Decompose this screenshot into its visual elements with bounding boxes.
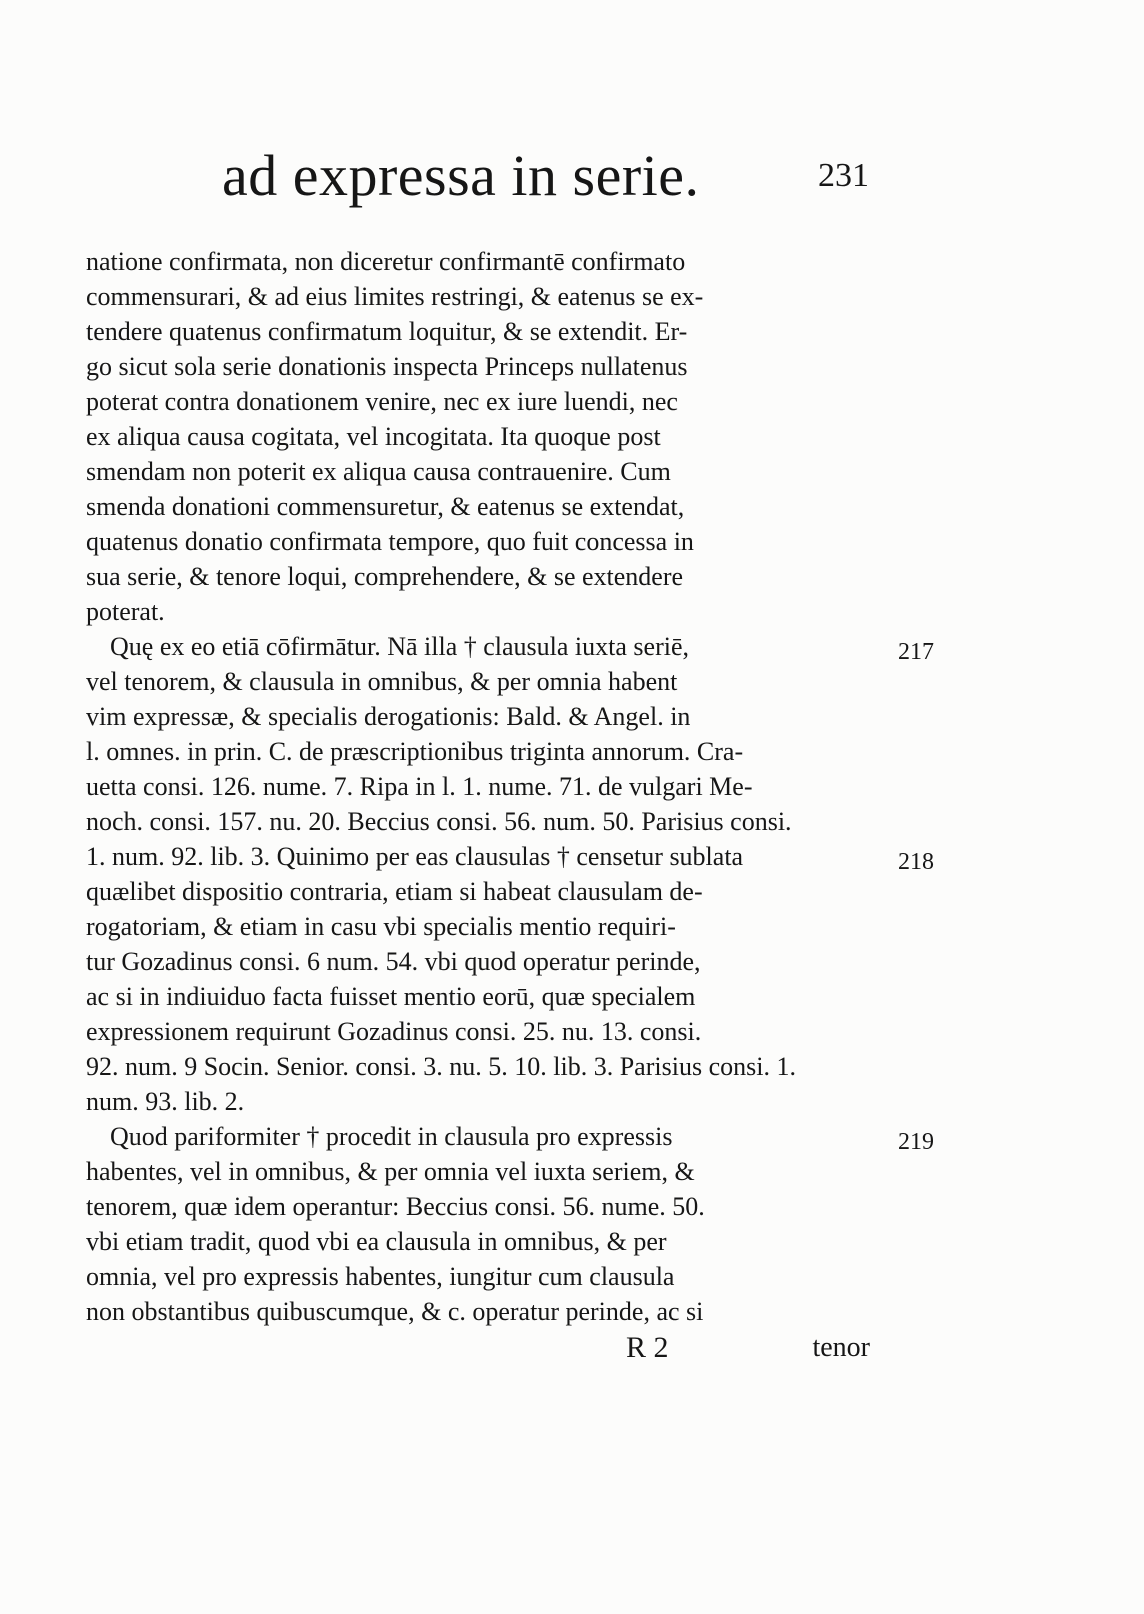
text-line: quælibet dispositio contraria, etiam si habeat clausulam de-: [86, 877, 703, 906]
text-line: vbi etiam tradit, quod vbi ea clausula in omnibus, & per: [86, 1227, 667, 1256]
text-line: vel tenorem, & clausula in omnibus, & per omnia habent: [86, 667, 678, 696]
running-head: ad expressa in serie.: [222, 143, 700, 208]
signature-mark: R 2: [626, 1331, 669, 1364]
text-line: 92. num. 9 Socin. Senior. consi. 3. nu. 5. 10. lib. 3. Parisius consi. 1.: [86, 1052, 796, 1081]
text-line: expressionem requirunt Gozadinus consi. 25. nu. 13. consi.: [86, 1017, 702, 1046]
marginal-number: 219: [898, 1129, 934, 1155]
paragraph-start-line: Quę ex eo etiā cōfirmātur. Nā illa † clausula iuxta seriē,: [110, 632, 689, 661]
text-line: tur Gozadinus consi. 6 num. 54. vbi quod operatur perinde,: [86, 947, 701, 976]
text-line: sua serie, & tenore loqui, comprehendere, & se extendere: [86, 562, 684, 591]
paragraph-start-line: Quod pariformiter † procedit in clausula pro expressis: [110, 1122, 673, 1151]
text-line: smenda donationi commensuretur, & eatenus se extendat,: [86, 492, 685, 521]
text-line: uetta consi. 126. nume. 7. Ripa in l. 1. nume. 71. de vulgari Me-: [86, 772, 753, 801]
text-line: ac si in indiuiduo facta fuisset mentio eorū, quæ specialem: [86, 982, 696, 1011]
text-line: commensurari, & ad eius limites restringi, & eatenus se ex-: [86, 282, 704, 311]
text-line: go sicut sola serie donationis inspecta Princeps nullatenus: [86, 352, 688, 381]
page-header: [0, 140, 1144, 220]
marginal-number: 217: [898, 639, 934, 665]
page-number: 231: [818, 157, 869, 194]
text-line: poterat.: [86, 597, 165, 626]
text-line: non obstantibus quibuscumque, & c. operatur perinde, ac si: [86, 1297, 704, 1326]
text-line: num. 93. lib. 2.: [86, 1087, 245, 1116]
text-line: noch. consi. 157. nu. 20. Beccius consi. 56. num. 50. Parisius consi.: [86, 807, 792, 836]
marginal-number: 218: [898, 849, 934, 875]
text-line: l. omnes. in prin. C. de præscriptionibus triginta annorum. Cra-: [86, 737, 744, 766]
text-line: omnia, vel pro expressis habentes, iungitur cum clausula: [86, 1262, 675, 1291]
text-line: rogatoriam, & etiam in casu vbi specialis mentio requiri-: [86, 912, 676, 941]
text-line: poterat contra donationem venire, nec ex iure luendi, nec: [86, 387, 678, 416]
text-line: tendere quatenus confirmatum loquitur, & se extendit. Er-: [86, 317, 688, 346]
page-footer: [86, 1328, 870, 1372]
text-line: quatenus donatio confirmata tempore, quo fuit concessa in: [86, 527, 694, 556]
catchword: tenor: [812, 1332, 870, 1363]
text-line: ex aliqua causa cogitata, vel incogitata. Ita quoque post: [86, 422, 661, 451]
text-line: habentes, vel in omnibus, & per omnia vel iuxta seriem, &: [86, 1157, 695, 1186]
text-line: tenorem, quæ idem operantur: Beccius consi. 56. nume. 50.: [86, 1192, 705, 1221]
text-line: natione confirmata, non diceretur confirmantē confirmato: [86, 247, 686, 276]
text-line: 1. num. 92. lib. 3. Quinimo per eas clausulas † censetur sublata: [86, 842, 744, 871]
body-text: [86, 244, 870, 1329]
text-line: vim expressæ, & specialis derogationis: Bald. & Angel. in: [86, 702, 691, 731]
text-line: smendam non poterit ex aliqua causa contrauenire. Cum: [86, 457, 671, 486]
